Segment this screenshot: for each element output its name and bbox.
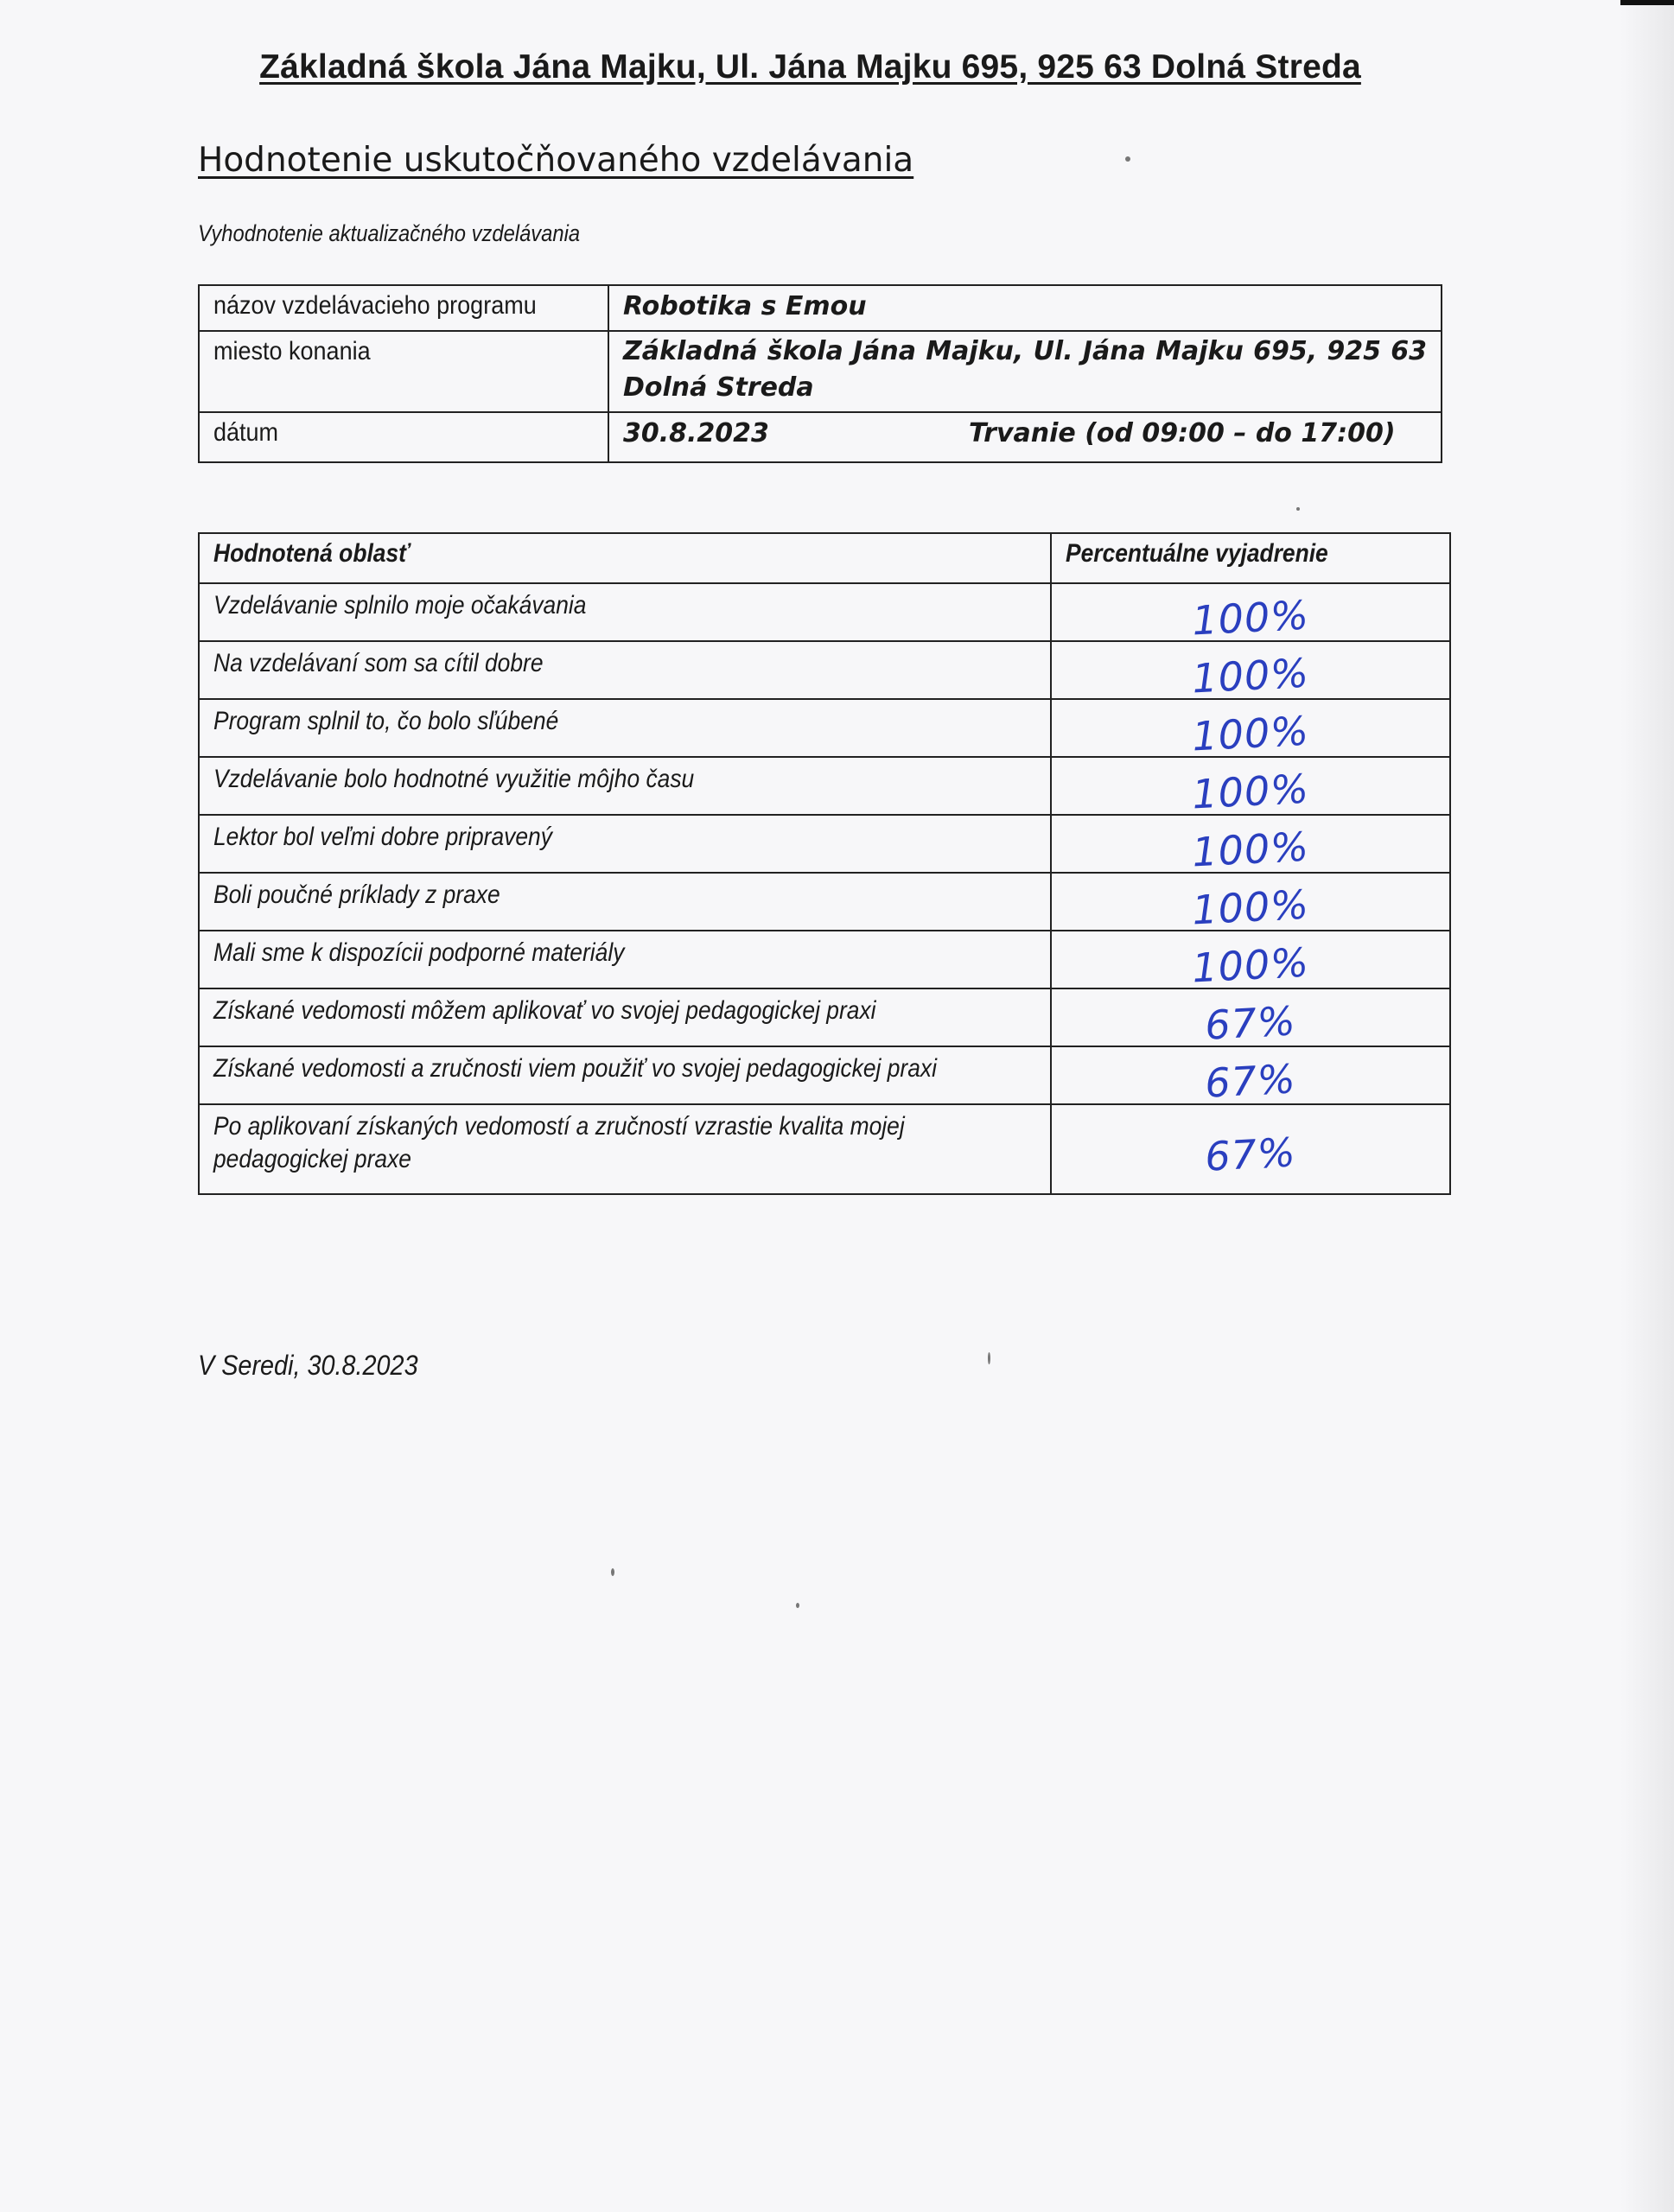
table-row bbox=[199, 1046, 1450, 1104]
handwritten-percent: 100% bbox=[1191, 880, 1311, 934]
handwritten-percent: 100% bbox=[1191, 938, 1311, 992]
header-area: Hodnotená oblasť bbox=[199, 533, 1051, 583]
handwritten-percent: 100% bbox=[1191, 706, 1311, 760]
program-info-table bbox=[198, 284, 1442, 463]
handwritten-percent: 100% bbox=[1191, 764, 1311, 818]
area-cell: Vzdelávanie bolo hodnotné využitie môjho času bbox=[199, 757, 1051, 815]
handwritten-percent: 100% bbox=[1191, 822, 1311, 876]
program-name-label: názov vzdelávacieho programu bbox=[199, 285, 608, 331]
scan-speck bbox=[796, 1603, 799, 1608]
date-label: dátum bbox=[199, 412, 608, 462]
evaluation-header-row bbox=[199, 533, 1450, 583]
school-header: Základná škola Jána Majku, Ul. Jána Majku 695, 925 63 Dolná Streda bbox=[259, 48, 1361, 86]
area-cell: Získané vedomosti a zručnosti viem použiť vo svojej pedagogickej praxi bbox=[199, 1046, 1051, 1104]
area-cell: Získané vedomosti môžem aplikovať vo svojej pedagogickej praxi bbox=[199, 988, 1051, 1046]
percent-cell bbox=[1051, 1104, 1450, 1194]
document-subtitle: Vyhodnotenie aktualizačného vzdelávania bbox=[198, 220, 581, 246]
percent-cell bbox=[1051, 699, 1450, 760]
percent-cell bbox=[1051, 583, 1450, 645]
date-cell bbox=[608, 412, 1442, 462]
table-row bbox=[199, 1104, 1450, 1194]
handwritten-percent: 67% bbox=[1204, 1054, 1298, 1107]
handwritten-percent: 67% bbox=[1204, 1128, 1298, 1180]
scan-speck bbox=[1296, 507, 1300, 511]
place-label: miesto konania bbox=[199, 331, 608, 412]
date-row bbox=[199, 412, 1442, 462]
header-percent: Percentuálne vyjadrenie bbox=[1051, 533, 1450, 583]
date-value: 30.8.2023 bbox=[623, 418, 769, 448]
table-row bbox=[199, 988, 1450, 1046]
area-cell: Mali sme k dispozícii podporné materiály bbox=[199, 931, 1051, 988]
program-name-value: Robotika s Emou bbox=[608, 285, 1442, 331]
evaluation-table bbox=[198, 532, 1451, 1195]
duration-value: Trvanie (od 09:00 – do 17:00) bbox=[969, 418, 1396, 448]
table-row bbox=[199, 641, 1450, 699]
handwritten-percent: 100% bbox=[1191, 648, 1311, 702]
scan-speck bbox=[988, 1352, 990, 1364]
percent-cell bbox=[1051, 1046, 1450, 1107]
place-value: Základná škola Jána Majku, Ul. Jána Majku 695, 925 63 Dolná Streda bbox=[608, 331, 1442, 412]
footer-place-date: V Seredi, 30.8.2023 bbox=[198, 1350, 418, 1381]
table-row bbox=[199, 815, 1450, 873]
area-cell: Vzdelávanie splnilo moje očakávania bbox=[199, 583, 1051, 641]
place-row bbox=[199, 331, 1442, 412]
program-name-row bbox=[199, 285, 1442, 331]
scan-edge bbox=[1620, 0, 1674, 2212]
area-cell: Po aplikovaní získaných vedomostí a zručností vzrastie kvalita mojej pedagogickej praxe bbox=[199, 1104, 1051, 1194]
handwritten-percent: 67% bbox=[1204, 996, 1298, 1049]
scan-speck bbox=[1125, 156, 1130, 162]
area-cell: Na vzdelávaní som sa cítil dobre bbox=[199, 641, 1051, 699]
scan-corner bbox=[1620, 0, 1674, 5]
scan-speck bbox=[611, 1568, 614, 1576]
handwritten-percent: 100% bbox=[1191, 590, 1311, 645]
table-row bbox=[199, 699, 1450, 757]
percent-cell bbox=[1051, 873, 1450, 934]
percent-cell bbox=[1051, 815, 1450, 876]
percent-cell bbox=[1051, 988, 1450, 1049]
table-row bbox=[199, 931, 1450, 988]
document-title: Hodnotenie uskutočňovaného vzdelávania bbox=[198, 141, 914, 180]
table-row bbox=[199, 873, 1450, 931]
percent-cell bbox=[1051, 931, 1450, 992]
area-cell: Program splnil to, čo bolo sľúbené bbox=[199, 699, 1051, 757]
percent-cell bbox=[1051, 641, 1450, 702]
percent-cell bbox=[1051, 757, 1450, 818]
table-row bbox=[199, 757, 1450, 815]
area-cell: Lektor bol veľmi dobre pripravený bbox=[199, 815, 1051, 873]
area-cell: Boli poučné príklady z praxe bbox=[199, 873, 1051, 931]
table-row bbox=[199, 583, 1450, 641]
